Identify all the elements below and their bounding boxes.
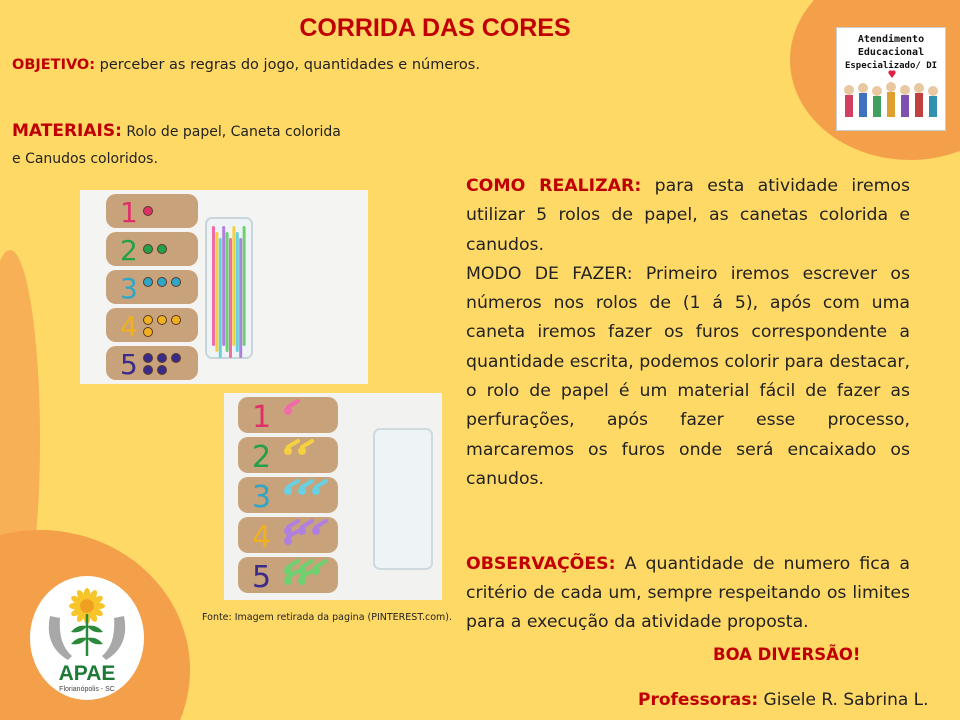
hole — [144, 328, 153, 337]
hole — [158, 366, 167, 375]
teachers-credit — [638, 690, 929, 710]
hole — [172, 316, 181, 325]
flower-icon — [69, 588, 105, 656]
hole — [144, 366, 153, 375]
image-source-caption: Fonte: Imagem retirada da pagina (PINTEREST.com). — [202, 612, 453, 623]
page-title: CORRIDA DAS CORES — [299, 14, 571, 42]
hole — [144, 207, 153, 216]
photo-rolls-with-holes — [80, 190, 368, 384]
aee-logo-line-2: Educacional — [857, 47, 925, 58]
roll-number: 2 — [120, 234, 138, 267]
straw — [219, 238, 222, 358]
photo-rolls-with-straws — [224, 393, 442, 600]
roll-number: 4 — [252, 520, 272, 555]
objective-label: OBJETIVO: — [12, 57, 96, 73]
straw — [236, 232, 239, 352]
hole — [312, 487, 320, 495]
roll-number: 5 — [120, 348, 138, 381]
hole — [284, 537, 292, 545]
hole — [172, 278, 181, 287]
hole — [284, 407, 292, 415]
roll-number: 1 — [120, 196, 138, 229]
apae-logo-graphic — [30, 576, 144, 700]
how-to-text: para esta atividade iremos utilizar 5 rolos de papel, as canetas colorida e canudos. — [466, 176, 910, 255]
apae-logo-name: APAE — [58, 662, 116, 685]
hole — [298, 447, 306, 455]
roll-number: 3 — [252, 480, 272, 515]
observations-label: OBSERVAÇÕES: — [466, 554, 616, 574]
objective-paragraph — [12, 57, 632, 73]
straw — [239, 238, 242, 358]
hole — [144, 245, 153, 254]
photo-rolls-with-straws-illustration — [224, 393, 442, 600]
hole — [144, 278, 153, 287]
observations-paragraph — [466, 550, 910, 637]
apae-logo — [30, 576, 144, 700]
how-to-label: COMO REALIZAR: — [466, 176, 642, 196]
hole — [172, 354, 181, 363]
straw — [212, 226, 215, 346]
straw — [222, 226, 225, 346]
hole — [298, 577, 306, 585]
teachers-names: Gisele R. Sabrina L. — [758, 690, 929, 710]
aee-logo — [836, 27, 946, 131]
roll-number: 3 — [120, 272, 138, 305]
materials-paragraph — [12, 118, 342, 173]
hole — [144, 354, 153, 363]
straw — [226, 232, 229, 352]
aee-logo-line-3: Especializado/ DI — [844, 61, 938, 71]
hole — [284, 577, 292, 585]
objective-text: perceber as regras do jogo, quantidades e números. — [95, 57, 480, 73]
hole — [284, 487, 292, 495]
straw — [229, 238, 232, 358]
materials-text: Rolo de papel, Caneta colorida e Canudos coloridos. — [12, 124, 341, 167]
children-illustration-icon — [844, 82, 938, 117]
straw — [232, 226, 235, 346]
apae-logo-city: Florianópolis - SC — [59, 686, 115, 693]
method-paragraph: MODO DE FAZER: Primeiro iremos escrever os números nos rolos de (1 á 5), após com uma caneta iremos fazer os furos correspondente a quantidade escrita, podemos colorir para destacar, o rolo de papel é um material fácil de fazer as perfurações, após fazer esse processo, marcaremos os furos onde será encaixado os canudos. — [466, 263, 910, 489]
hole — [158, 278, 167, 287]
aee-logo-line-1: Atendimento — [857, 34, 925, 45]
observations-text: A quantidade de numero fica a critério de cada um, sempre respeitando os limites para a execução da atividade proposta. — [466, 554, 910, 632]
hole — [144, 316, 153, 325]
hole — [158, 245, 167, 254]
teachers-label: Professoras: — [638, 690, 759, 710]
roll-number: 4 — [120, 310, 138, 343]
materials-label: MATERIAIS: — [12, 121, 122, 141]
hole — [158, 354, 167, 363]
roll-number: 2 — [252, 440, 272, 475]
aee-logo-graphic — [837, 28, 945, 130]
roll-number: 5 — [252, 560, 272, 595]
hole — [284, 447, 292, 455]
heart-icon — [888, 70, 895, 78]
hole — [312, 527, 320, 535]
how-to-paragraph — [466, 172, 910, 260]
straw — [215, 232, 218, 352]
roll-number: 1 — [252, 400, 272, 435]
straw — [243, 226, 246, 346]
hole — [158, 316, 167, 325]
photo-rolls-with-holes-illustration — [80, 190, 368, 384]
instructions-block — [466, 172, 910, 494]
hole — [298, 487, 306, 495]
closing-message: BOA DIVERSÃO! — [713, 645, 861, 664]
